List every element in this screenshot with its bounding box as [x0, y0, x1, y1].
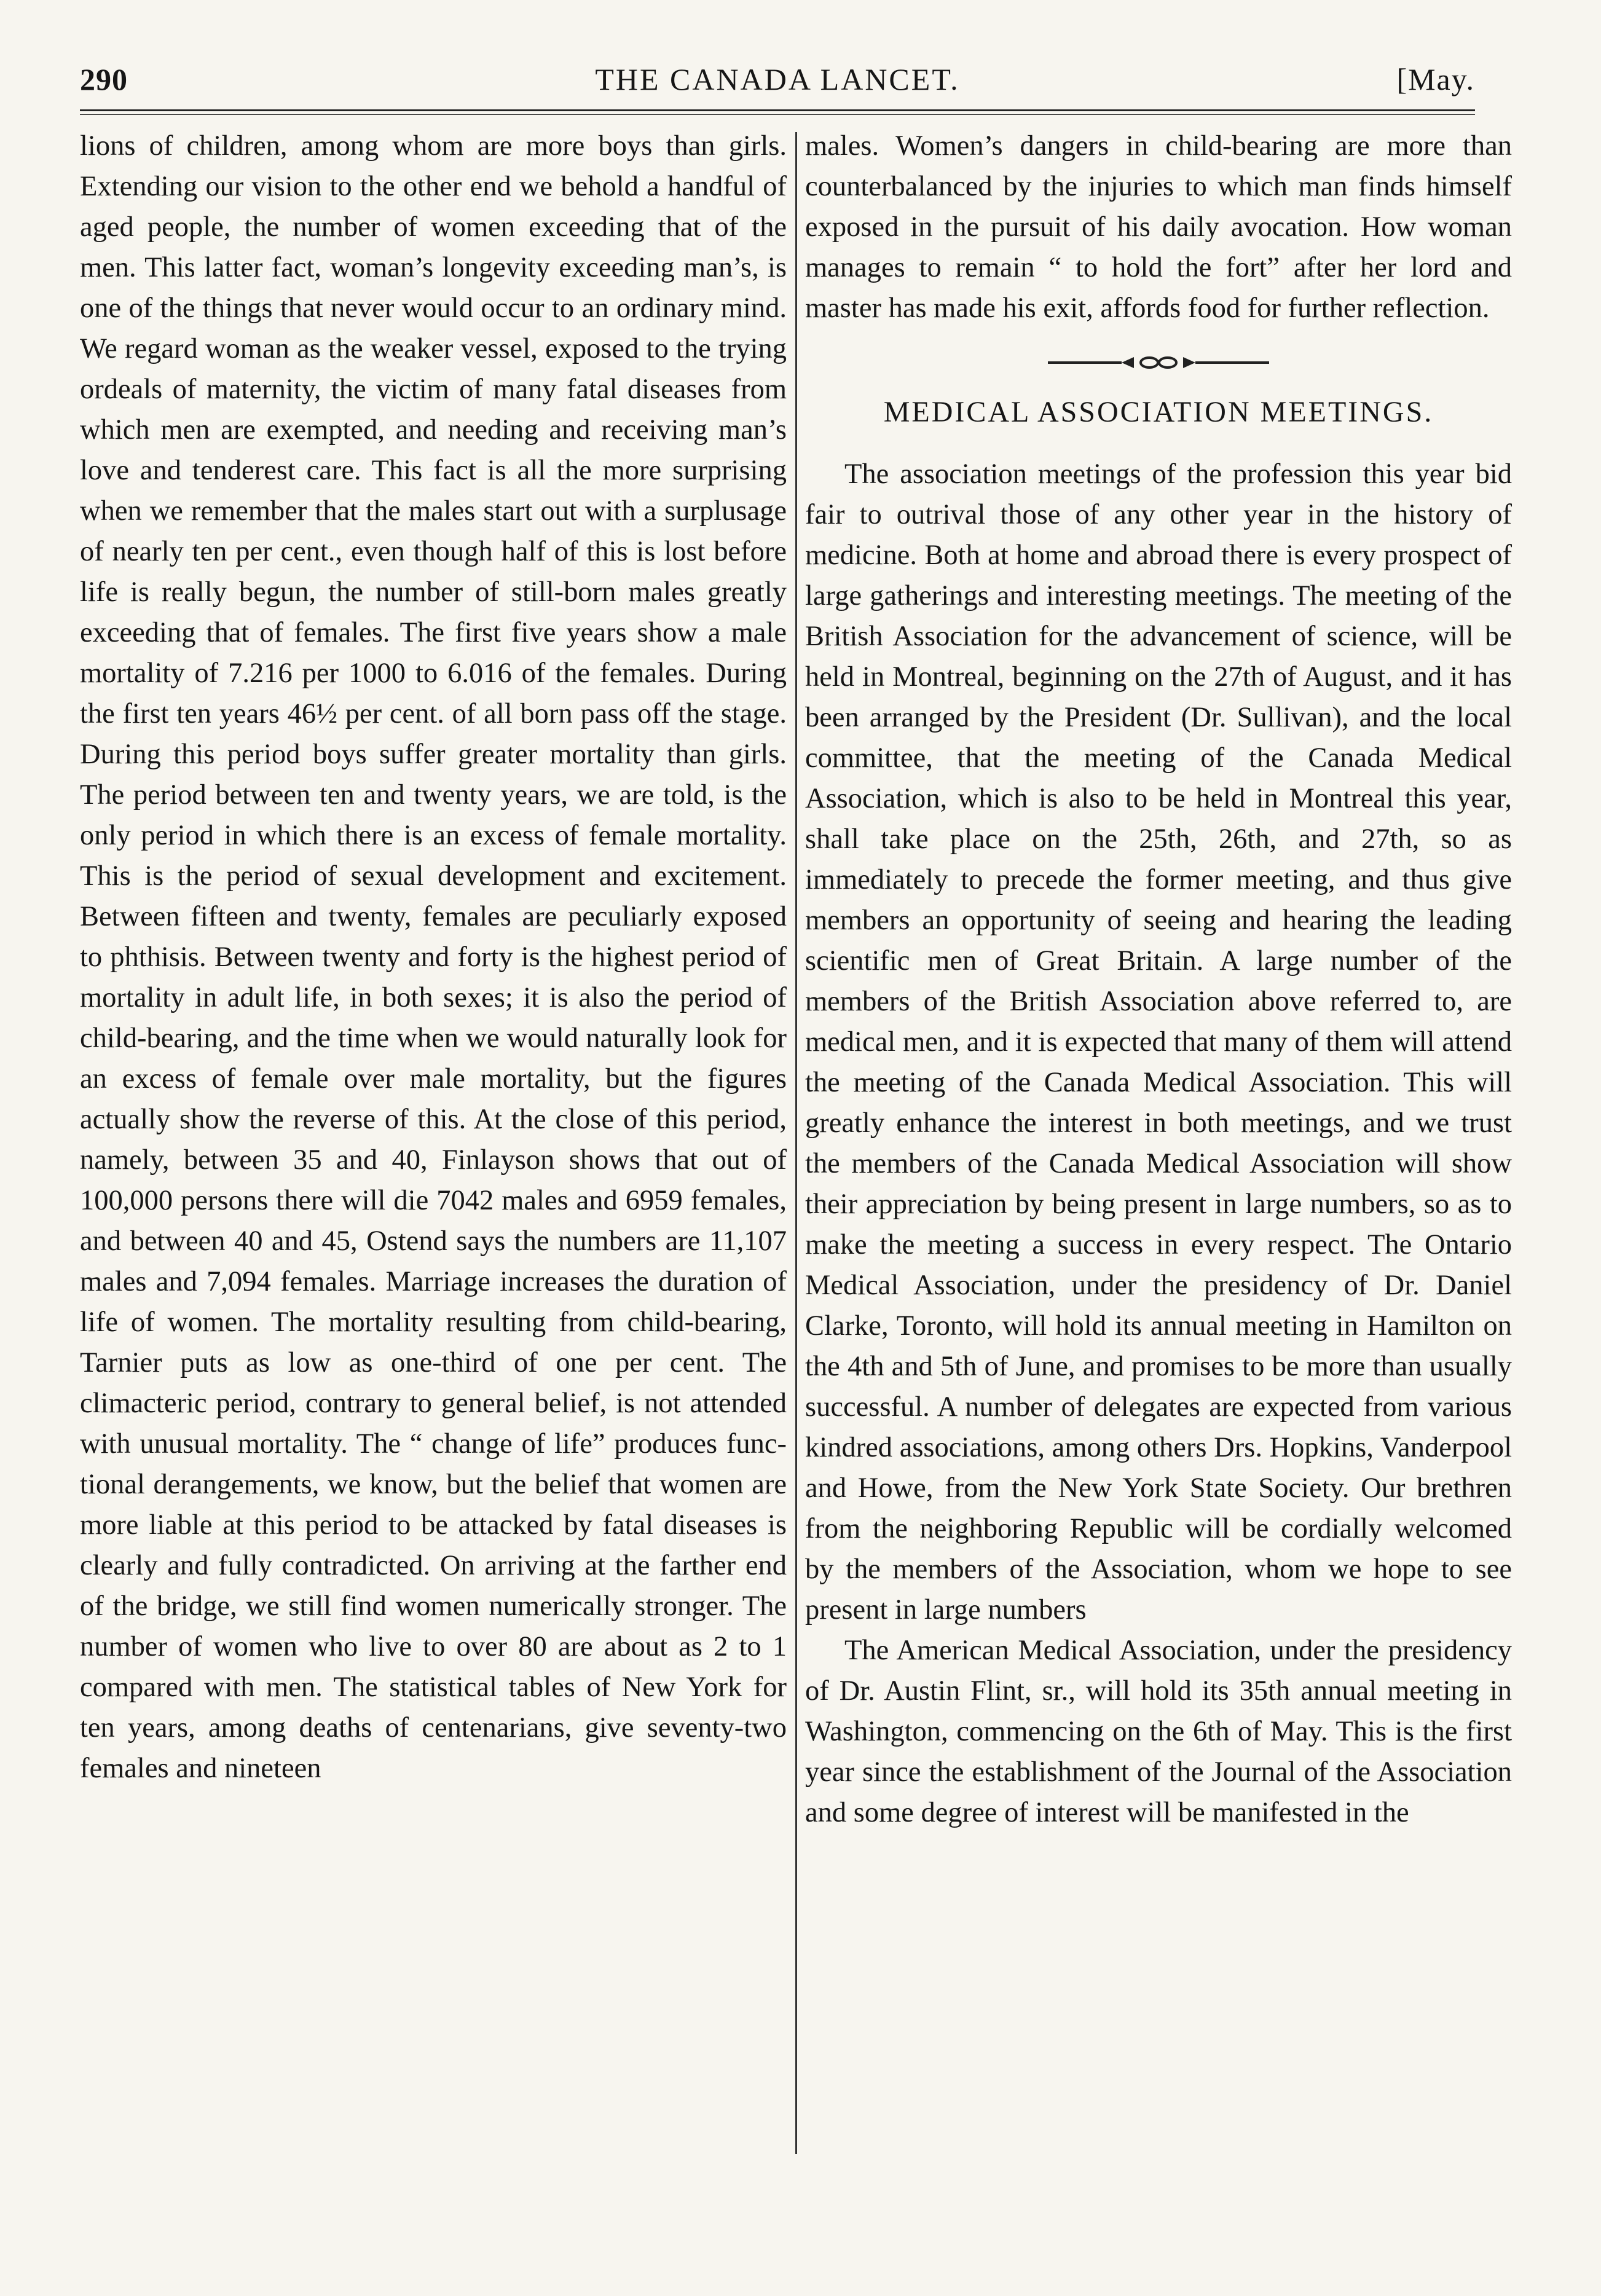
left-column [80, 126, 787, 1789]
header-rule [80, 109, 1475, 115]
column-divider [795, 132, 797, 2154]
section-ornament [1048, 353, 1269, 372]
page-number: 290 [80, 62, 128, 96]
journal-title: THE CANADA LANCET. [595, 62, 960, 96]
right-paragraph-continued: males. Women’s dangers in child-bearing are more than counterbalanced by the injuries to which man finds himself exposed in the pursuit of his daily avocation. How woman manages to remain “ to hold the fort” after her lord and master has made his exit, affords food for further reflection. [805, 130, 1512, 324]
page-header [80, 61, 1475, 106]
left-paragraph-continued: lions of children, among whom are more boys than girls. Extending our vision to the other end we behold a handful of aged people, the number of women exceeding that of the men. This latter fact, woman’s longevity exceeding man’s, is one of the things that never would occur to an ordinary mind. We regard woman as the weaker vessel, exposed to the trying ordeals of maternity, the victim of many fatal diseases from which men are exempted, and needing and receiving man’s love and tenderest care. This fact is all the more surprising when we remember that the males start out with a surplusage of nearly ten per cent., even though half of this is lost before life is really begun, the number of still-born males greatly exceeding that of females. The first five years show a male mortality of 7.216 per 1000 to 6.016 of the females. During the first ten years 46½ per cent. of all born pass off the stage. During this period boys suffer greater mortality than girls. The period between ten and twenty years, we are told, is the only period in which there is an excess of female mortality. This is the period of sexual development and excitement. Between fifteen and twenty, females are peculiarly exposed to phthisis. Between twenty and forty is the highest period of mortality in adult life, in both sexes; it is also the period of child-bearing, and the time when we would naturally look for an excess of female over male mortality, but the figures actually show the reverse of this. At the close of this period, namely, between 35 and 40, Finlayson shows that out of 100,000 persons there will die 7042 males and 6959 females, and between 40 and 45, Ostend says the numbers are 11,107 males and 7,094 females. Marriage increases the duration of life of women. The mortality resulting from child-bearing, Tarnier puts as low as one-third of one per cent. The climacteric period, contrary to general belief, is not attended with unusual mortality. The “ change of life” produces functional derangements, we know, but the belief that women are more liable at this period to be attacked by fatal diseases is clearly and fully contradicted. On arriving at the farther end of the bridge, we still find women numerically stronger. The number of women who live to over 80 are about as 2 to 1 compared with men. The statistical tables of New York for ten years, among deaths of centenarians, give seventy-two females and nineteen [80, 130, 787, 1784]
right-column [805, 126, 1512, 1833]
paragraph-american-medical-association: The American Medical Association, under the presidency of Dr. Austin Flint, sr., will hold its 35th annual meeting in Washington, commencing on the 6th of May. This is the first year since the establishment of the Journal of the Association and some degree of interest will be manifested in the [805, 1635, 1512, 1828]
issue-month: [May. [1396, 62, 1475, 96]
paragraph-association-meetings: The association meetings of the profession this year bid fair to outrival those of any other year in the history of medicine. Both at home and abroad there is every prospect of large gatherings and interesting meetings. The meeting of the British Association for the advancement of science, will be held in Montreal, beginning on the 27th of August, and it has been arranged by the President (Dr. Sullivan), and the local committee, that the meeting of the Canada Medical Association, which is also to be held in Montreal this year, shall take place on the 25th, 26th, and 27th, so as immediately to precede the former meeting, and thus give members an opportunity of seeing and hearing the leading scientific men of Great Britain. A large number of the members of the British Association above referred to, are medical men, and it is expected that many of them will attend the meeting of the Canada Medical Association. This will greatly enhance the interest in both meetings, and we trust the members of the Canada Medical Association will show their appreciation by being present in large numbers, so as to make the meeting a success in every respect. The Ontario Medical Association, under the presidency of Dr. Daniel Clarke, Toronto, will hold its annual meeting in Hamilton on the 4th and 5th of June, and promises to be more than usually successful. A number of delegates are expected from various kindred associations, among others Drs. Hopkins, Vanderpool and Howe, from the New York State Society. Our brethren from the neighboring Republic will be cordially welcomed by the members of the Association, whom we hope to see present in large numbers [805, 458, 1512, 1626]
section-heading: MEDICAL ASSOCIATION MEETINGS. [883, 396, 1434, 428]
